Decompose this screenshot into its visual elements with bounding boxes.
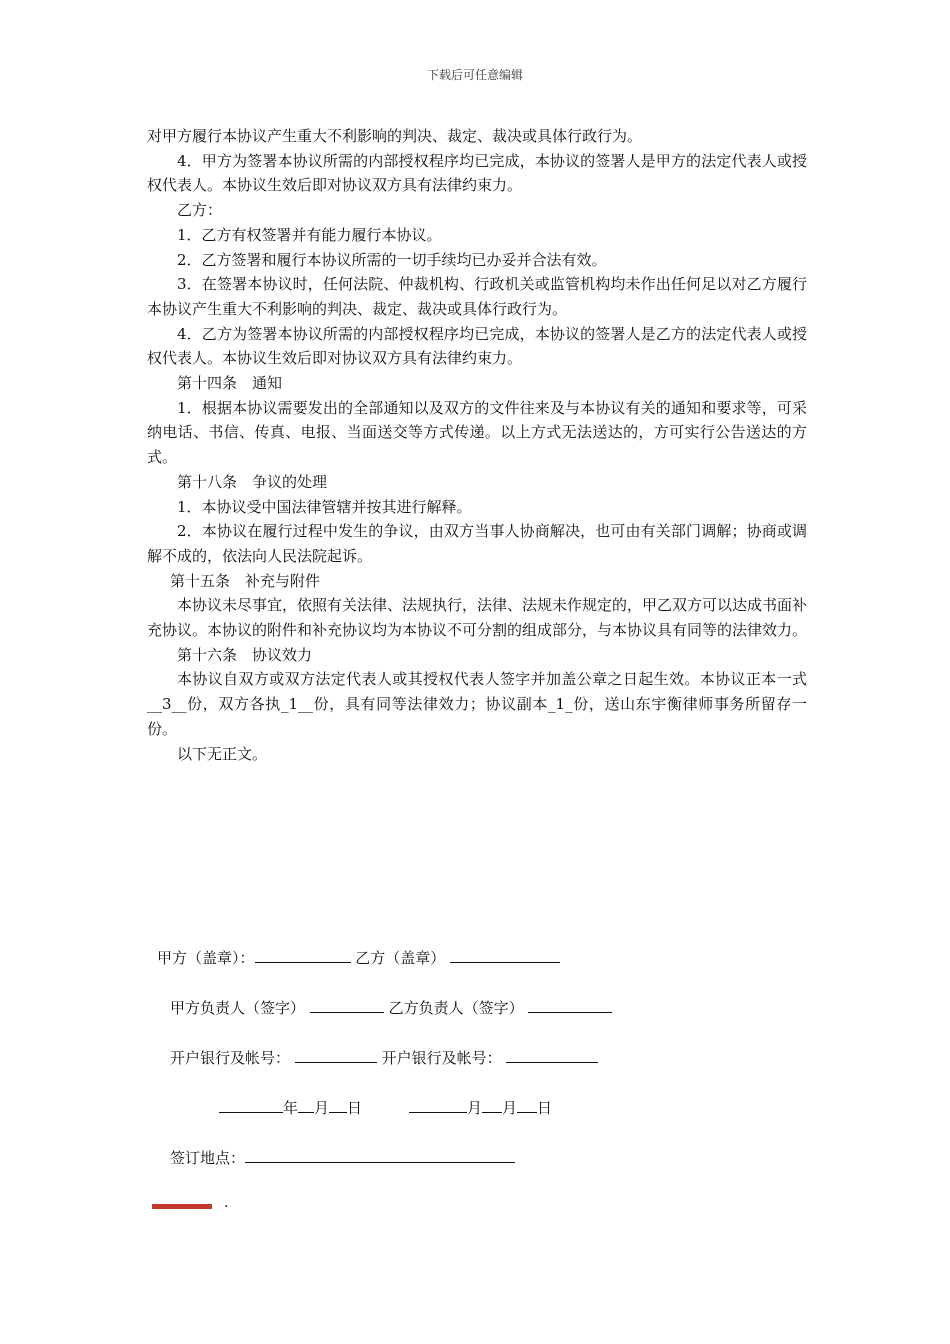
paragraph: 4．甲方为签署本协议所需的内部授权程序均已完成，本协议的签署人是甲方的法定代表人或授权代表人。本协议生效后即对协议双方具有法律约束力。 (147, 151, 807, 195)
paragraph: 4．乙方为签署本协议所需的内部授权程序均已完成，本协议的签署人是乙方的法定代表人或授权代表人。本协议生效后即对协议双方具有法律约束力。 (147, 324, 807, 368)
party-a-seal-line[interactable] (255, 948, 351, 963)
party-a-seal-label: 甲方（盖章）： (157, 949, 255, 967)
place-row (170, 1148, 515, 1168)
paragraph: 2．乙方签署和履行本协议所需的一切手续均已办妥并合法有效。 (177, 250, 607, 269)
party-a-bank-label: 开户银行及帐号： (170, 1049, 291, 1067)
party-b-seal-label: 乙方（盖章） (355, 949, 446, 967)
party-a-month-line[interactable] (298, 1098, 314, 1113)
party-b-rep-line[interactable] (528, 998, 612, 1013)
party-a-bank-line[interactable] (295, 1048, 377, 1063)
party-b-bank-label: 开户银行及帐号： (381, 1049, 502, 1067)
footer-bar (152, 1204, 212, 1209)
article-heading: 第十四条 通知 (177, 374, 283, 393)
party-a-day-line[interactable] (329, 1098, 347, 1113)
month-label: 月 (467, 1099, 483, 1117)
party-b-year-line[interactable] (409, 1098, 467, 1113)
paragraph: 本协议自双方或双方法定代表人或其授权代表人签字并加盖公章之日起生效。本协议正本一式__3__份，双方各执_1__份，具有同等法律效力；协议副本_1_份，送山东宇衡律师事务所留存一份。 (147, 670, 807, 738)
day-label: 日 (537, 1099, 553, 1117)
paragraph: 3．在签署本协议时，任何法院、仲裁机构、行政机关或监管机构均未作出任何足以对乙方履行本协议产生重大不利影响的判决、裁定、裁决或具体行政行为。 (147, 275, 807, 318)
article-heading: 第十八条 争议的处理 (177, 472, 328, 491)
section-heading: 乙方： (177, 201, 223, 220)
party-b-rep-label: 乙方负责人（签字） (388, 999, 524, 1017)
party-b-seal-line[interactable] (450, 948, 560, 963)
seal-row (157, 948, 560, 968)
month-label: 月 (502, 1099, 518, 1117)
header-note: 下载后可任意编辑 (426, 68, 523, 82)
year-label: 年 (283, 1099, 299, 1117)
paragraph: 本协议未尽事宜，依照有关法律、法规执行，法律、法规未作规定的，甲乙双方可以达成书面补充协议。本协议的附件和补充协议均为本协议不可分割的组成部分，与本协议具有同等的法律效力。 (147, 596, 808, 640)
article-heading: 第十五条 补充与附件 (170, 571, 321, 590)
signing-place-line[interactable] (245, 1148, 515, 1163)
month-label: 月 (314, 1099, 330, 1117)
paragraph: 1．本协议受中国法律管辖并按其进行解释。 (177, 497, 472, 516)
bank-row (170, 1048, 598, 1068)
article-heading: 第十六条 协议效力 (177, 645, 313, 664)
representative-row (170, 998, 612, 1018)
agreement-body (147, 124, 807, 766)
date-row-a (219, 1098, 362, 1118)
party-a-rep-label: 甲方负责人（签字） (170, 999, 306, 1017)
party-a-rep-line[interactable] (310, 998, 384, 1013)
paragraph: 2．本协议在履行过程中发生的争议，由双方当事人协商解决，也可由有关部门调解；协商或调解不成的，依法向人民法院起诉。 (147, 522, 807, 565)
footer-dot: . (224, 1195, 229, 1211)
paragraph: 1．根据本协议需要发出的全部通知以及双方的文件往来及与本协议有关的通知和要求等，可采纳电话、书信、传真、电报、当面送交等方式传递。以上方式无法送达的，方可实行公告送达的方式。 (147, 398, 807, 467)
party-b-month-line[interactable] (482, 1098, 502, 1113)
day-label: 日 (347, 1099, 363, 1117)
party-b-bank-line[interactable] (506, 1048, 598, 1063)
party-a-year-line[interactable] (219, 1098, 283, 1113)
paragraph: 对甲方履行本协议产生重大不利影响的判决、裁定、裁决或具体行政行为。 (147, 127, 643, 145)
closing-note: 以下无正文。 (177, 744, 268, 763)
paragraph: 1．乙方有权签署并有能力履行本协议。 (177, 225, 442, 244)
signing-place-label: 签订地点： (170, 1149, 246, 1167)
party-b-day-line[interactable] (517, 1098, 537, 1113)
date-row-b (409, 1098, 552, 1118)
